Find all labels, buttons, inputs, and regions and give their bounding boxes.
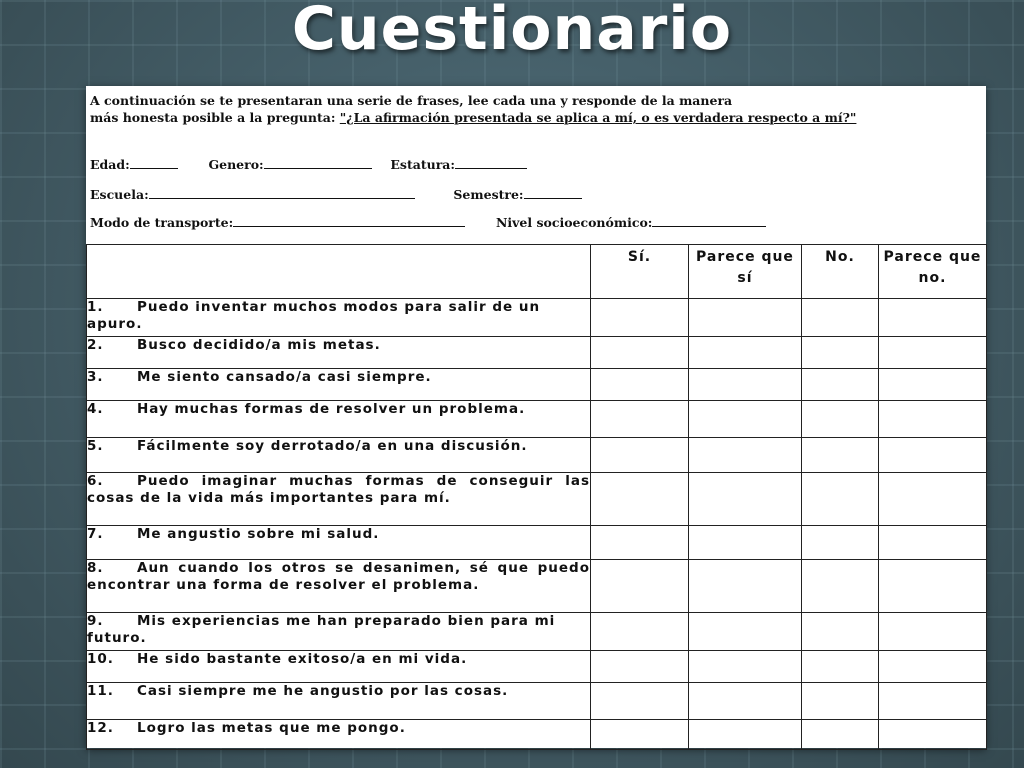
answer-si-cell[interactable] <box>591 560 689 613</box>
answer-no-cell[interactable] <box>802 526 879 560</box>
question-text: Aun cuando los otros se desanimen, sé que puedo encontrar una forma de resolver el problema. <box>87 560 590 593</box>
nivel-label: Nivel socioeconómico: <box>495 215 653 230</box>
answer-parece-si-cell[interactable] <box>689 337 802 369</box>
answer-si-cell[interactable] <box>591 401 689 438</box>
question-number: 1. <box>87 299 104 315</box>
instructions-line-1: A continuación se te presentaran una serie de frases, lee cada una y responde de la manera <box>90 93 733 108</box>
answer-parece-no-cell[interactable] <box>879 369 987 401</box>
question-statement <box>87 720 591 750</box>
question-text: Hay muchas formas de resolver un problema. <box>137 401 526 417</box>
answer-si-cell[interactable] <box>591 299 689 337</box>
question-statement <box>87 526 591 560</box>
edad-field[interactable] <box>130 156 178 169</box>
instructions-line-2 <box>90 109 870 126</box>
escuela-field[interactable] <box>149 186 415 199</box>
fields-row-3 <box>90 214 766 230</box>
fields-row-2 <box>90 186 582 202</box>
question-row <box>87 560 987 613</box>
question-statement <box>87 299 591 337</box>
answer-no-cell[interactable] <box>802 651 879 683</box>
question-row <box>87 401 987 438</box>
genero-label: Genero: <box>208 157 264 172</box>
question-row <box>87 337 987 369</box>
answer-si-cell[interactable] <box>591 473 689 526</box>
answer-parece-no-cell[interactable] <box>879 438 987 473</box>
question-row <box>87 720 987 750</box>
question-row <box>87 651 987 683</box>
question-number: 6. <box>87 473 104 489</box>
answer-si-cell[interactable] <box>591 526 689 560</box>
instructions-question: "¿La afirmación presentada se aplica a mí, o es verdadera respecto a mí?" <box>339 110 857 125</box>
question-number: 2. <box>87 337 104 353</box>
question-text: Puedo inventar muchos modos para salir de un apuro. <box>87 299 541 332</box>
question-statement <box>87 683 591 720</box>
question-text: Me angustio sobre mi salud. <box>137 526 380 542</box>
question-statement <box>87 560 591 613</box>
answer-parece-no-cell[interactable] <box>879 651 987 683</box>
answer-no-cell[interactable] <box>802 560 879 613</box>
question-text: Fácilmente soy derrotado/a en una discusión. <box>137 438 528 454</box>
question-number: 12. <box>87 720 114 736</box>
question-number: 8. <box>87 560 104 576</box>
answer-parece-si-cell[interactable] <box>689 683 802 720</box>
header-row <box>87 245 987 299</box>
question-number: 7. <box>87 526 104 542</box>
answer-si-cell[interactable] <box>591 438 689 473</box>
estatura-field[interactable] <box>455 156 527 169</box>
answer-parece-no-cell[interactable] <box>879 401 987 438</box>
estatura-label: Estatura: <box>390 157 455 172</box>
answer-no-cell[interactable] <box>802 337 879 369</box>
answer-no-cell[interactable] <box>802 299 879 337</box>
question-statement <box>87 369 591 401</box>
answer-parece-si-cell[interactable] <box>689 473 802 526</box>
question-text: Puedo imaginar muchas formas de conseguir las cosas de la vida más importantes para mí. <box>87 473 590 506</box>
question-row <box>87 369 987 401</box>
questionnaire-document <box>86 86 986 748</box>
answer-parece-si-cell[interactable] <box>689 720 802 750</box>
questionnaire-table <box>86 244 987 750</box>
answer-parece-no-cell[interactable] <box>879 683 987 720</box>
answer-parece-si-cell[interactable] <box>689 299 802 337</box>
answer-parece-si-cell[interactable] <box>689 369 802 401</box>
question-text: Me siento cansado/a casi siempre. <box>137 369 432 385</box>
question-row <box>87 613 987 651</box>
answer-no-cell[interactable] <box>802 613 879 651</box>
question-row <box>87 473 987 526</box>
answer-parece-si-cell[interactable] <box>689 651 802 683</box>
semestre-field[interactable] <box>524 186 582 199</box>
answer-parece-no-cell[interactable] <box>879 299 987 337</box>
answer-no-cell[interactable] <box>802 683 879 720</box>
answer-si-cell[interactable] <box>591 369 689 401</box>
question-number: 9. <box>87 613 104 629</box>
header-parece-no: Parece que no. <box>879 245 987 299</box>
question-statement <box>87 473 591 526</box>
question-number: 11. <box>87 683 114 699</box>
semestre-label: Semestre: <box>453 187 524 202</box>
answer-si-cell[interactable] <box>591 651 689 683</box>
answer-parece-si-cell[interactable] <box>689 560 802 613</box>
question-text: Logro las metas que me pongo. <box>137 720 406 736</box>
edad-label: Edad: <box>90 157 130 172</box>
question-row <box>87 683 987 720</box>
header-statement <box>87 245 591 299</box>
question-text: Busco decidido/a mis metas. <box>137 337 381 353</box>
question-number: 10. <box>87 651 114 667</box>
answer-parece-si-cell[interactable] <box>689 438 802 473</box>
answer-parece-no-cell[interactable] <box>879 560 987 613</box>
answer-si-cell[interactable] <box>591 337 689 369</box>
answer-si-cell[interactable] <box>591 720 689 750</box>
escuela-label: Escuela: <box>90 187 149 202</box>
transporte-label: Modo de transporte: <box>90 215 234 230</box>
question-row <box>87 438 987 473</box>
answer-si-cell[interactable] <box>591 683 689 720</box>
answer-parece-no-cell[interactable] <box>879 526 987 560</box>
answer-no-cell[interactable] <box>802 401 879 438</box>
question-statement <box>87 401 591 438</box>
answer-si-cell[interactable] <box>591 613 689 651</box>
header-parece-si: Parece que sí <box>689 245 802 299</box>
answer-no-cell[interactable] <box>802 369 879 401</box>
answer-no-cell[interactable] <box>802 438 879 473</box>
question-number: 5. <box>87 438 104 454</box>
question-row <box>87 299 987 337</box>
question-text: Casi siempre me he angustio por las cosas. <box>137 683 509 699</box>
question-statement <box>87 337 591 369</box>
fields-row-1 <box>90 156 527 172</box>
answer-parece-no-cell[interactable] <box>879 337 987 369</box>
header-si: Sí. <box>591 245 689 299</box>
answer-no-cell[interactable] <box>802 473 879 526</box>
question-statement <box>87 651 591 683</box>
answer-parece-no-cell[interactable] <box>879 473 987 526</box>
answer-no-cell[interactable] <box>802 720 879 750</box>
instructions-text <box>90 92 870 126</box>
answer-parece-no-cell[interactable] <box>879 720 987 750</box>
header-no: No. <box>802 245 879 299</box>
question-text: He sido bastante exitoso/a en mi vida. <box>137 651 468 667</box>
question-number: 4. <box>87 401 104 417</box>
question-row <box>87 526 987 560</box>
question-statement <box>87 438 591 473</box>
answer-parece-no-cell[interactable] <box>879 613 987 651</box>
question-statement <box>87 613 591 651</box>
question-number: 3. <box>87 369 104 385</box>
transporte-field[interactable] <box>233 214 465 227</box>
answer-parece-si-cell[interactable] <box>689 613 802 651</box>
nivel-field[interactable] <box>652 214 766 227</box>
answer-parece-si-cell[interactable] <box>689 401 802 438</box>
questions-body <box>87 299 987 750</box>
question-text: Mis experiencias me han preparado bien para mi futuro. <box>87 613 556 646</box>
genero-field[interactable] <box>264 156 372 169</box>
answer-parece-si-cell[interactable] <box>689 526 802 560</box>
slide-title: Cuestionario <box>291 0 733 64</box>
instructions-line-2-text: más honesta posible a la pregunta: <box>90 110 340 125</box>
